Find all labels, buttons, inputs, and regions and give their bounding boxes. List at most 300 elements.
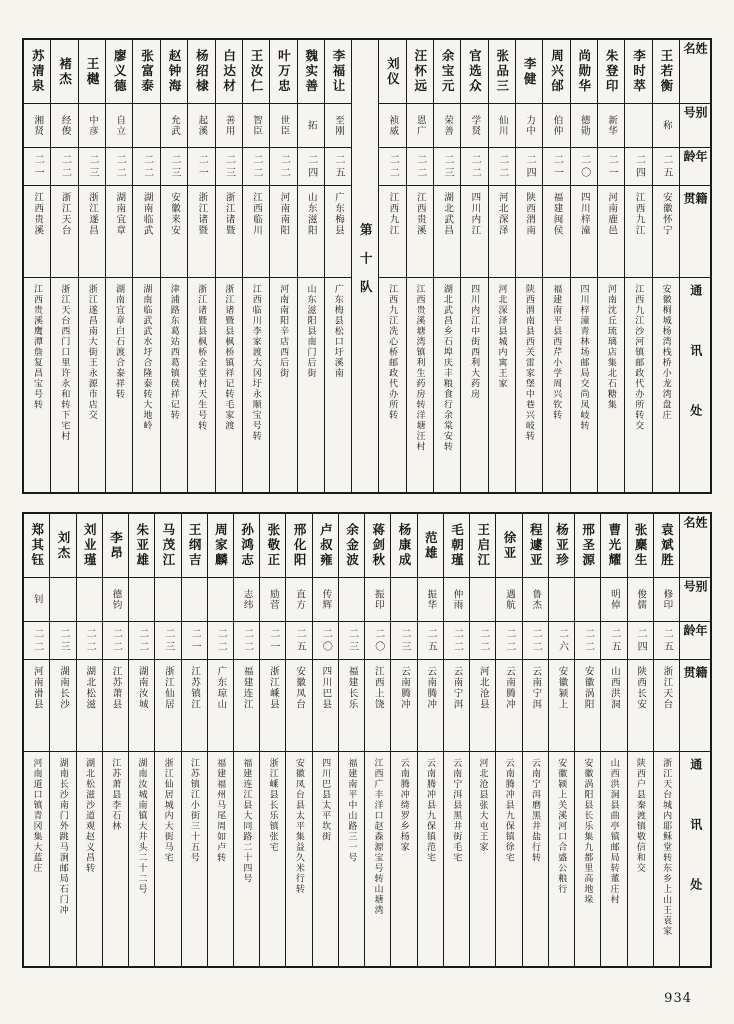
person-age bbox=[161, 148, 187, 186]
person-age-text: 二二 bbox=[503, 627, 515, 654]
person-address-text: 云南宁洱县黑井街毛宅 bbox=[452, 758, 463, 863]
person-name-text: 王启江 bbox=[475, 523, 490, 568]
person-native-place bbox=[325, 186, 351, 278]
person-address bbox=[434, 278, 460, 492]
person-age-text: 二一 bbox=[196, 153, 208, 180]
person-native-place bbox=[470, 660, 495, 752]
person-name-text: 卢叔雍 bbox=[318, 523, 333, 568]
person-address bbox=[628, 752, 653, 966]
person-address bbox=[24, 278, 50, 492]
person-address bbox=[188, 278, 214, 492]
person-age-text: 二四 bbox=[524, 153, 536, 180]
person-age bbox=[51, 148, 77, 186]
person-name-text: 张富泰 bbox=[139, 49, 154, 94]
column-header-name-text: 姓名 bbox=[682, 516, 708, 548]
person-name-text: 李时萃 bbox=[631, 49, 646, 94]
person-column bbox=[49, 514, 75, 966]
person-name bbox=[654, 514, 679, 578]
person-address bbox=[339, 752, 364, 966]
person-native-place-text: 湖北松滋 bbox=[84, 666, 95, 710]
person-alias-text: 明倬 bbox=[608, 589, 619, 610]
person-native-place bbox=[79, 186, 105, 278]
person-age bbox=[24, 148, 50, 186]
person-name-text: 余金波 bbox=[344, 523, 359, 568]
person-native-place bbox=[234, 660, 259, 752]
person-native-place-text: 福建长乐 bbox=[346, 666, 357, 710]
person-native-place-text: 浙江天台 bbox=[661, 666, 672, 710]
person-address-text: 云南腾冲县九保镇徐宅 bbox=[504, 758, 515, 863]
person-address bbox=[106, 278, 132, 492]
person-native-place-text: 江西九江 bbox=[387, 192, 398, 236]
person-name-text: 魏实善 bbox=[303, 49, 318, 94]
person-native-place-text: 四川梓潼 bbox=[578, 192, 589, 236]
person-native-place bbox=[625, 186, 651, 278]
person-address bbox=[103, 752, 128, 966]
person-alias-text: 湘贤 bbox=[32, 115, 43, 136]
person-name-text: 袁斌胜 bbox=[659, 523, 674, 568]
person-alias-text: 中彦 bbox=[86, 115, 97, 136]
person-native-place-text: 湖南宜章 bbox=[114, 192, 125, 236]
person-native-place bbox=[270, 186, 296, 278]
person-native-place bbox=[496, 660, 521, 752]
person-age bbox=[129, 622, 154, 660]
person-address-text: 津浦路东葛站西葛镇侯祥记转 bbox=[169, 284, 180, 421]
person-column bbox=[24, 40, 50, 492]
person-column bbox=[495, 514, 521, 966]
person-alias bbox=[379, 104, 405, 148]
person-native-place bbox=[653, 186, 679, 278]
person-alias bbox=[133, 104, 159, 148]
person-native-place-text: 江苏萧县 bbox=[110, 666, 121, 710]
person-address-text: 山东滋阳县南门后街 bbox=[306, 284, 317, 379]
person-age-text: 二四 bbox=[633, 153, 645, 180]
person-column bbox=[128, 514, 154, 966]
person-native-place-text: 广东琼山 bbox=[215, 666, 226, 710]
person-alias bbox=[216, 104, 242, 148]
person-alias bbox=[155, 578, 180, 622]
person-name bbox=[365, 514, 390, 578]
person-age-text: 二三 bbox=[57, 627, 69, 654]
person-name bbox=[489, 40, 515, 104]
person-alias bbox=[50, 578, 75, 622]
person-age bbox=[325, 148, 351, 186]
person-column bbox=[160, 40, 187, 492]
person-native-place bbox=[339, 660, 364, 752]
person-age-text: 二二 bbox=[141, 153, 153, 180]
person-address bbox=[216, 278, 242, 492]
person-native-place bbox=[407, 186, 433, 278]
person-address-text: 四川梓潼青林场邮局交尚凤岐转 bbox=[579, 284, 590, 431]
person-age-text: 二五 bbox=[660, 153, 672, 180]
person-address bbox=[391, 752, 416, 966]
person-address-text: 安徽颍上关溪河口合盛公粮行 bbox=[557, 758, 568, 895]
person-name bbox=[129, 514, 154, 578]
person-column bbox=[24, 514, 49, 966]
person-native-place-text: 云南腾冲 bbox=[399, 666, 410, 710]
person-alias-text: 祯威 bbox=[387, 115, 398, 136]
person-age-text: 二五 bbox=[294, 627, 306, 654]
person-column bbox=[548, 514, 574, 966]
person-alias bbox=[543, 104, 569, 148]
person-alias-text: 励营 bbox=[267, 589, 278, 610]
person-address bbox=[523, 752, 548, 966]
person-name bbox=[286, 514, 311, 578]
person-age bbox=[654, 622, 679, 660]
person-address-text: 江苏萧县李石林 bbox=[111, 758, 122, 832]
person-age-text: 二〇 bbox=[320, 627, 332, 654]
person-name bbox=[24, 40, 50, 104]
person-address bbox=[155, 752, 180, 966]
person-native-place bbox=[313, 660, 338, 752]
person-name-text: 张品三 bbox=[494, 49, 509, 94]
person-address-text: 浙江遂昌南大街王永源市店交 bbox=[87, 284, 98, 421]
person-native-place bbox=[461, 186, 487, 278]
person-address bbox=[549, 752, 574, 966]
person-address-text: 广东梅县松口圩溪南 bbox=[333, 284, 344, 379]
person-native-place-text: 广东梅县 bbox=[333, 192, 344, 236]
person-alias bbox=[654, 578, 679, 622]
person-address bbox=[133, 278, 159, 492]
person-native-place bbox=[77, 660, 102, 752]
person-name-text: 程遽亚 bbox=[528, 523, 543, 568]
person-column bbox=[570, 40, 597, 492]
person-age-text: 二一 bbox=[551, 153, 563, 180]
person-address-text: 福建南平中山路三一号 bbox=[347, 758, 358, 863]
person-alias-text: 伯仲 bbox=[551, 115, 562, 136]
person-column bbox=[460, 40, 487, 492]
person-native-place bbox=[298, 186, 324, 278]
person-column bbox=[624, 40, 651, 492]
person-name-text: 汪怀远 bbox=[412, 49, 427, 94]
person-age-text: 二一 bbox=[267, 627, 279, 654]
person-address-text: 山西洪洞县曲亭镇邮局转董庄村 bbox=[609, 758, 620, 905]
person-native-place-text: 安徽来安 bbox=[168, 192, 179, 236]
person-age-text: 二五 bbox=[425, 627, 437, 654]
person-native-place bbox=[50, 660, 75, 752]
person-column bbox=[132, 40, 159, 492]
person-age bbox=[133, 148, 159, 186]
person-native-place-text: 湖南汝城 bbox=[136, 666, 147, 710]
person-native-place-text: 山西洪洞 bbox=[608, 666, 619, 710]
person-address bbox=[270, 278, 296, 492]
person-address bbox=[365, 752, 390, 966]
person-address-text: 安徽涡阳县长乐集九都里高地垛 bbox=[583, 758, 594, 905]
person-alias-text: 德钧 bbox=[110, 589, 121, 610]
person-alias-text: 自立 bbox=[114, 115, 125, 136]
column-header-name bbox=[680, 40, 710, 104]
person-native-place-text: 湖南长沙 bbox=[57, 666, 68, 710]
person-native-place bbox=[106, 186, 132, 278]
person-age bbox=[208, 622, 233, 660]
person-age-text: 二一 bbox=[606, 153, 618, 180]
person-name-text: 徐亚 bbox=[501, 530, 516, 561]
person-native-place bbox=[379, 186, 405, 278]
person-name-text: 王纲吉 bbox=[187, 523, 202, 568]
person-native-place-text: 安徽凤台 bbox=[294, 666, 305, 710]
person-native-place-text: 陕西渭南 bbox=[524, 192, 535, 236]
person-native-place-text: 浙江仙居 bbox=[162, 666, 173, 710]
person-alias-text: 俊儒 bbox=[635, 589, 646, 610]
person-column bbox=[406, 40, 433, 492]
person-name-text: 蒋剑秋 bbox=[370, 523, 385, 568]
person-alias bbox=[286, 578, 311, 622]
person-name bbox=[182, 514, 207, 578]
person-age-text: 二一 bbox=[32, 153, 44, 180]
person-address-text: 浙江天台城内耶稣堂转东乡上山王袁家 bbox=[662, 758, 673, 937]
person-name-text: 邢圣源 bbox=[580, 523, 595, 568]
person-native-place bbox=[188, 186, 214, 278]
person-address bbox=[208, 752, 233, 966]
person-age bbox=[391, 622, 416, 660]
person-address bbox=[543, 278, 569, 492]
column-header-alias-text: 别号 bbox=[682, 580, 708, 601]
person-column bbox=[207, 514, 233, 966]
person-address bbox=[234, 752, 259, 966]
person-native-place bbox=[598, 186, 624, 278]
person-alias-text: 经俊 bbox=[59, 115, 70, 136]
person-alias-text: 钊 bbox=[31, 594, 42, 605]
person-age bbox=[489, 148, 515, 186]
person-alias-text: 至刚 bbox=[333, 115, 344, 136]
register-table-top bbox=[22, 38, 712, 494]
person-name bbox=[598, 40, 624, 104]
person-alias bbox=[625, 104, 651, 148]
column-header-alias bbox=[680, 578, 710, 622]
person-alias bbox=[444, 578, 469, 622]
person-alias-text: 遇航 bbox=[503, 589, 514, 610]
person-native-place bbox=[444, 660, 469, 752]
person-address bbox=[286, 752, 311, 966]
person-native-place-text: 浙江诸暨 bbox=[223, 192, 234, 236]
person-column bbox=[653, 514, 679, 966]
person-age bbox=[270, 148, 296, 186]
person-address-text: 四川巴县太平坎街 bbox=[321, 758, 332, 842]
person-name-text: 李健 bbox=[522, 56, 537, 87]
person-alias-text: 振华 bbox=[425, 589, 436, 610]
person-address bbox=[161, 278, 187, 492]
person-age-text: 二二 bbox=[31, 627, 43, 654]
person-age bbox=[496, 622, 521, 660]
person-name bbox=[325, 40, 351, 104]
person-name bbox=[628, 514, 653, 578]
person-name bbox=[601, 514, 626, 578]
person-age bbox=[313, 622, 338, 660]
person-native-place-text: 河南滑县 bbox=[31, 666, 42, 710]
person-native-place-text: 江苏镇江 bbox=[189, 666, 200, 710]
person-column bbox=[364, 514, 390, 966]
person-address-text: 江西九江沙河镇邮政代办所转交 bbox=[634, 284, 645, 431]
person-name bbox=[103, 514, 128, 578]
person-column bbox=[233, 514, 259, 966]
person-native-place-text: 河北沧县 bbox=[477, 666, 488, 710]
person-native-place bbox=[549, 660, 574, 752]
person-address bbox=[654, 752, 679, 966]
person-address-text: 湖北武昌乡石埠庆丰粮食行余棠安转 bbox=[442, 284, 453, 452]
person-alias bbox=[79, 104, 105, 148]
register-tables bbox=[22, 38, 712, 968]
person-column bbox=[652, 40, 679, 492]
person-name-text: 叶万忠 bbox=[276, 49, 291, 94]
person-address-text: 江苏镇江小街三十五号 bbox=[189, 758, 200, 863]
person-name-text: 张敬正 bbox=[265, 523, 280, 568]
person-address-text: 湖南汝城南镇大井头二十二号 bbox=[137, 758, 148, 895]
column-header-address-text: 通讯处 bbox=[688, 758, 703, 938]
person-name-text: 邢化阳 bbox=[292, 523, 307, 568]
person-alias-text: 恩广 bbox=[414, 115, 425, 136]
person-address-text: 浙江诸暨县枫桥全堂村天生号转 bbox=[197, 284, 208, 431]
person-column bbox=[187, 40, 214, 492]
person-alias bbox=[571, 104, 597, 148]
person-address-text: 陕西渭南县西关雷家堡中巷兴岐转 bbox=[524, 284, 535, 442]
person-column bbox=[259, 514, 285, 966]
person-native-place bbox=[543, 186, 569, 278]
person-address-text: 河北沧县张大屯王家 bbox=[478, 758, 489, 853]
person-age bbox=[106, 148, 132, 186]
person-alias-text: 新华 bbox=[606, 115, 617, 136]
person-native-place-text: 云南宁洱 bbox=[530, 666, 541, 710]
person-column bbox=[285, 514, 311, 966]
person-column bbox=[338, 514, 364, 966]
squad-divider bbox=[351, 40, 378, 492]
person-name-text: 苏清泉 bbox=[30, 49, 45, 94]
person-age bbox=[50, 622, 75, 660]
column-header-age bbox=[680, 148, 710, 186]
person-column bbox=[215, 40, 242, 492]
person-address-text: 浙江诸暨县枫桥镇祥记转毛家渡 bbox=[224, 284, 235, 431]
person-address bbox=[313, 752, 338, 966]
person-column bbox=[378, 40, 405, 492]
column-header-age bbox=[680, 622, 710, 660]
person-native-place-text: 河南南阳 bbox=[278, 192, 289, 236]
person-name bbox=[298, 40, 324, 104]
person-alias-text: 世臣 bbox=[278, 115, 289, 136]
person-alias bbox=[418, 578, 443, 622]
person-address bbox=[79, 278, 105, 492]
person-age-text: 二三 bbox=[168, 153, 180, 180]
person-name-text: 周兴邰 bbox=[549, 49, 564, 94]
person-alias-text: 鲁杰 bbox=[530, 589, 541, 610]
person-native-place bbox=[516, 186, 542, 278]
person-age bbox=[286, 622, 311, 660]
person-address-text: 四川内江中街西利大药房 bbox=[470, 284, 481, 400]
person-alias bbox=[313, 578, 338, 622]
person-age bbox=[379, 148, 405, 186]
person-alias-text: 拓 bbox=[305, 120, 316, 131]
person-alias bbox=[24, 104, 50, 148]
person-column bbox=[105, 40, 132, 492]
person-name-text: 刘业瑾 bbox=[82, 523, 97, 568]
person-name bbox=[444, 514, 469, 578]
person-column bbox=[515, 40, 542, 492]
person-alias bbox=[407, 104, 433, 148]
person-address-text: 浙江仙居城内大街马宅 bbox=[163, 758, 174, 863]
person-name bbox=[270, 40, 296, 104]
person-name bbox=[79, 40, 105, 104]
person-native-place-text: 云南腾冲 bbox=[503, 666, 514, 710]
person-alias bbox=[653, 104, 679, 148]
person-address bbox=[418, 752, 443, 966]
person-column bbox=[522, 514, 548, 966]
person-column bbox=[154, 514, 180, 966]
person-alias bbox=[182, 578, 207, 622]
person-name bbox=[77, 514, 102, 578]
person-name bbox=[391, 514, 416, 578]
person-name-text: 范雄 bbox=[423, 530, 438, 561]
person-age-text: 二二 bbox=[59, 153, 71, 180]
person-native-place-text: 湖北武昌 bbox=[442, 192, 453, 236]
person-address bbox=[625, 278, 651, 492]
person-address-text: 湖南长沙南门外跳马涧邮局石门冲 bbox=[58, 758, 69, 916]
person-alias-text: 学贤 bbox=[469, 115, 480, 136]
person-address bbox=[50, 752, 75, 966]
person-alias bbox=[549, 578, 574, 622]
person-column bbox=[469, 514, 495, 966]
person-name-text: 杨康成 bbox=[397, 523, 412, 568]
person-alias bbox=[208, 578, 233, 622]
person-name bbox=[243, 40, 269, 104]
person-column bbox=[78, 40, 105, 492]
person-alias bbox=[523, 578, 548, 622]
person-name-text: 赵钟海 bbox=[166, 49, 181, 94]
person-alias bbox=[339, 578, 364, 622]
person-alias bbox=[243, 104, 269, 148]
person-age bbox=[625, 148, 651, 186]
person-alias-text: 修印 bbox=[661, 589, 672, 610]
person-name-text: 张麇生 bbox=[633, 523, 648, 568]
person-name-text: 尚勋华 bbox=[576, 49, 591, 94]
person-name-text: 曹光耀 bbox=[606, 523, 621, 568]
person-address bbox=[571, 278, 597, 492]
person-address bbox=[496, 752, 521, 966]
person-column bbox=[488, 40, 515, 492]
person-age-text: 二三 bbox=[86, 153, 98, 180]
person-native-place-text: 四川内江 bbox=[469, 192, 480, 236]
person-alias-text: 传辉 bbox=[320, 589, 331, 610]
person-age-text: 二二 bbox=[469, 153, 481, 180]
person-address-text: 福建南平县西芹小学周兴钦转 bbox=[552, 284, 563, 421]
person-native-place-text: 浙江天台 bbox=[59, 192, 70, 236]
person-native-place bbox=[161, 186, 187, 278]
person-alias-text: 力中 bbox=[524, 115, 535, 136]
person-native-place bbox=[133, 186, 159, 278]
person-age-text: 二四 bbox=[635, 627, 647, 654]
person-age-text: 二二 bbox=[110, 627, 122, 654]
person-name-text: 刘仪 bbox=[385, 56, 400, 87]
person-native-place-text: 江西临川 bbox=[251, 192, 262, 236]
person-age bbox=[234, 622, 259, 660]
person-column bbox=[324, 40, 351, 492]
person-alias-text: 智臣 bbox=[251, 115, 262, 136]
person-age-text: 二三 bbox=[346, 627, 358, 654]
person-age-text: 二二 bbox=[530, 627, 542, 654]
person-name-text: 王若衡 bbox=[658, 49, 673, 94]
person-address-text: 江西广丰洋口赵森源宝号转山塘湾 bbox=[373, 758, 384, 916]
person-age-text: 二二 bbox=[215, 627, 227, 654]
person-age bbox=[243, 148, 269, 186]
person-native-place bbox=[155, 660, 180, 752]
person-address-text: 河北深泽县城内寓王家 bbox=[497, 284, 508, 389]
person-age-text: 二二 bbox=[114, 153, 126, 180]
person-name bbox=[571, 40, 597, 104]
person-age bbox=[575, 622, 600, 660]
person-native-place-text: 云南宁洱 bbox=[451, 666, 462, 710]
person-native-place-text: 云南腾冲 bbox=[425, 666, 436, 710]
column-header-native-text: 籍贯 bbox=[682, 666, 708, 716]
person-age-text: 二五 bbox=[333, 153, 345, 180]
column-header-age-text: 年龄 bbox=[682, 624, 708, 642]
person-name-text: 褚杰 bbox=[57, 56, 72, 87]
person-name-text: 刘杰 bbox=[55, 530, 70, 561]
